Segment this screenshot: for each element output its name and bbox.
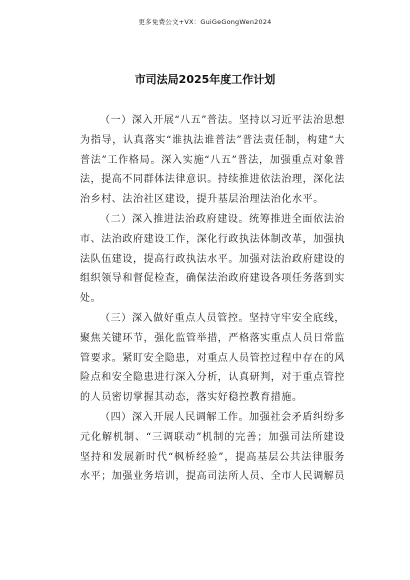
document-body: [80, 111, 345, 487]
document-title: 市司法局2025年度工作计划: [134, 73, 276, 86]
header-note: 更多免费公文+VX：GuiGeGongWen2024: [138, 18, 272, 26]
paragraph-1: （一）深入开展“八五”普法。坚持以习近平法治思想为指导，认真落实“谁执法谁普法”普法责任制，构建“大普法”工作格局。深入实施“八五”普法，加强重点对象普法，提高不同群体法律意识。持续推进依法治理，深化法治乡村、法治社区建设，提升基层治理法治化水平。: [80, 115, 345, 206]
paragraph-2: （二）深入推进法治政府建设。统筹推进全面依法治市、法治政府建设工作，深化行政执法体制改革，加强执法队伍建设，提高行政执法水平。加强对法治政府建设的组织领导和督促检查，确保法治政府建设各项任务落到实处。: [80, 213, 345, 305]
paragraph-4: （四）深入开展人民调解工作。加强社会矛盾纠纷多元化解机制、“三调联动”机制的完善；加强司法所建设坚持和发展新时代“枫桥经验”，提高基层公共法律服务水平；加强业务培训，提高司法所人员、全市人民调解员: [80, 411, 345, 483]
paragraph-3: （三）深入做好重点人员管控。坚持守牢安全底线，聚焦关键环节，强化监管举措，严格落实重点人员日常监管要求。紧盯安全隐患，对重点人员管控过程中存在的风险点和安全隐患进行深入分析，认真研判，对于重点管控的人员密切掌握其动态，落实好稳控教育措施。: [80, 312, 345, 404]
